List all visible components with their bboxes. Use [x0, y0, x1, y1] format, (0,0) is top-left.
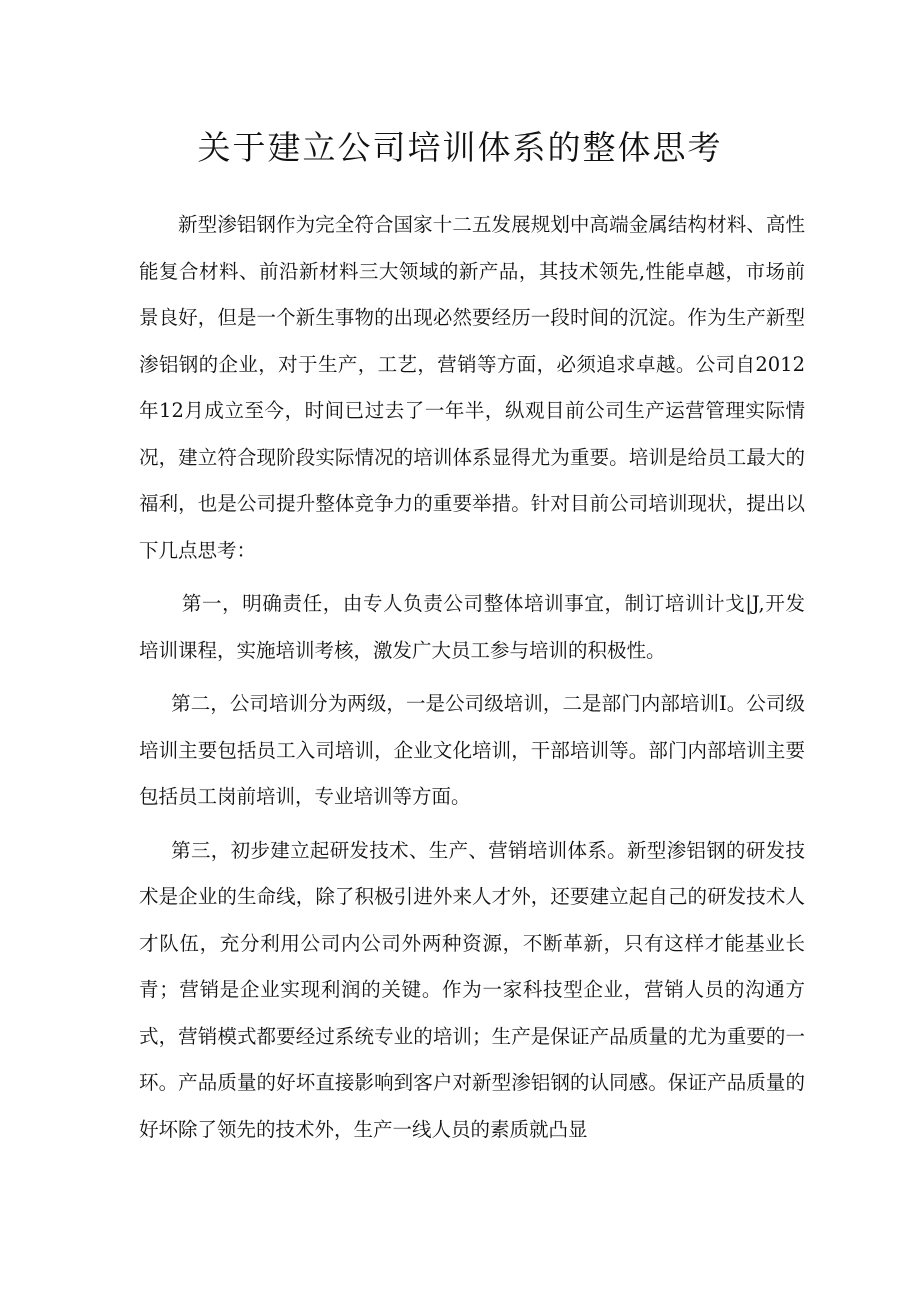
paragraph-point-one: 第一，明确责任，由专人负责公司整体培训事宜，制订培训计戈|J,开发培训课程，实施培训考核，激发广大员工参与培训的积极性。: [139, 592, 805, 662]
paragraph-point-three: 第三，初步建立起研发技术、生产、营销培训体系。新型渗铝钢的研发技术是企业的生命线，除了积极引进外来人才外，还要建立起自己的研发技术人才队伍，充分利用公司内公司外两种资源，不断革新，只有这样才能基业长青；营销是企业实现利润的关键。作为一家科技型企业，营销人员的沟通方式，营销模式都要经过系统专业的培训；生产是保证产品质量的尤为重要的一环。产品质量的好坏直接影响到客户对新型渗铝钢的认同感。保证产品质量的好坏除了领先的技术外，生产一线人员的素质就凸显: [139, 838, 805, 1141]
paragraph-point-two: 第二，公司培训分为两级，一是公司级培训，二是部门内部培训I。公司级培训主要包括员工入司培训，企业文化培训，干部培训等。部门内部培训主要包括员工岗前培训，专业培训等方面。: [139, 692, 805, 808]
document-title: 关于建立公司培训体系的整体思考: [197, 128, 723, 167]
paragraph-intro: 新型渗铝钢作为完全符合国家十二五发展规划中高端金属结构材料、高性能复合材料、前沿新材料三大领域的新产品，其技术领先,性能卓越，市场前景良好，但是一个新生事物的出现必然要经历一段时间的沉淀。作为生产新型渗铝钢的企业，对于生产，工艺，营销等方面，必须追求卓越。公司自2012年12月成立至今，时间已过去了一年半，纵观目前公司生产运营管理实际情况，建立符合现阶段实际情况的培训体系显得尤为重要。培训是给员工最大的福利，也是公司提升整体竞争力的重要举措。针对目前公司培训现状，提出以下几点思考：: [139, 213, 805, 562]
document-body: [139, 202, 805, 1160]
